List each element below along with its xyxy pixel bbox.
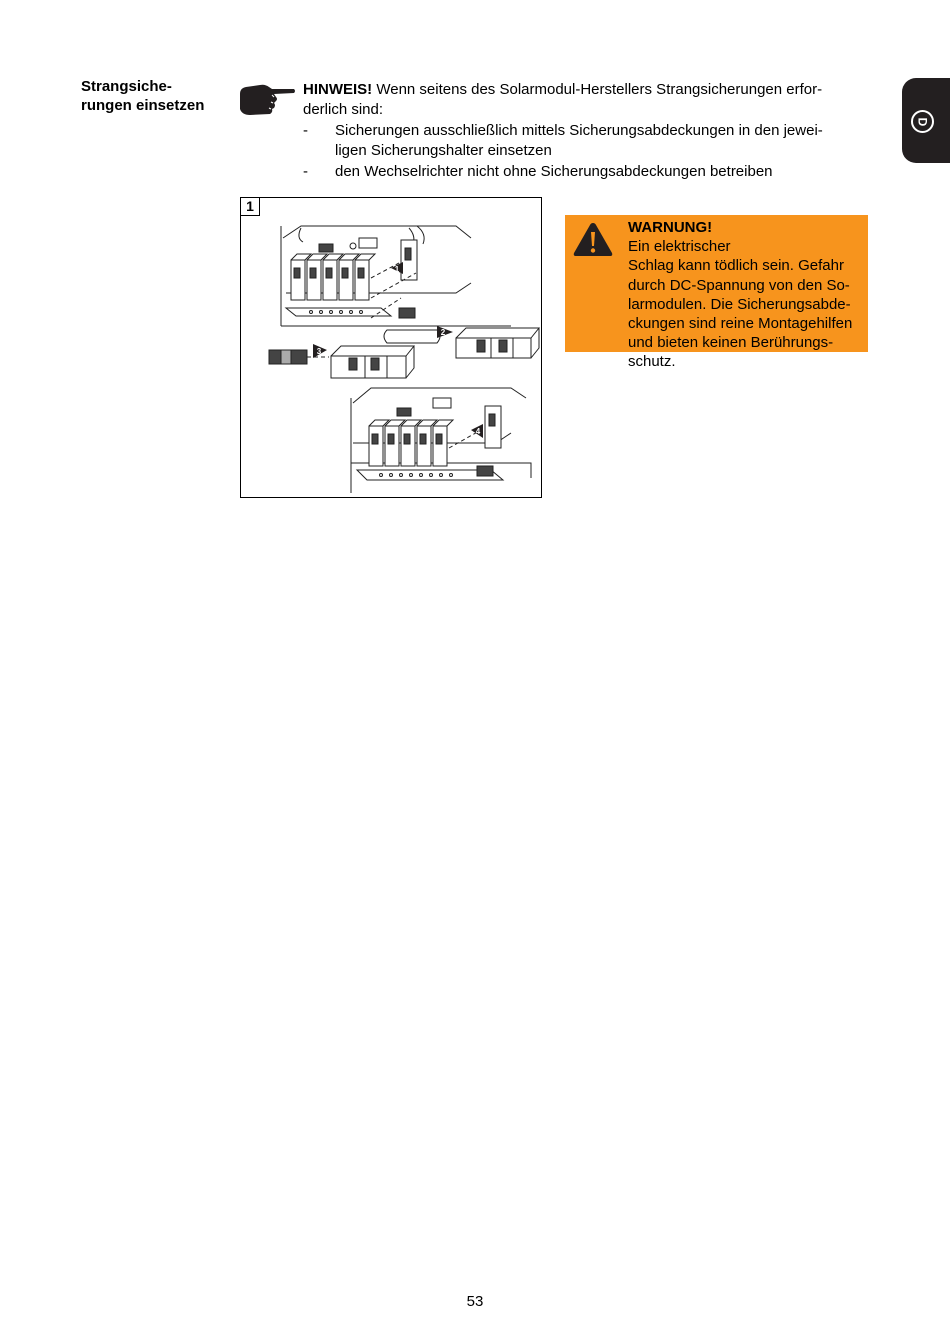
figure-number: 1 [241,198,260,216]
section-heading-line-2: rungen einsetzen [81,97,205,114]
warning-line-1-text: Ein elektrischer [628,238,731,256]
bullet-text: ligen Sicherungshalter einsetzen [335,141,552,159]
step-label: 2 [440,328,446,337]
step-label: 4 [475,427,481,436]
step-label: 1 [394,265,400,274]
bullet-text: den Wechselrichter nicht ohne Sicherungsabdeckungen betreiben [335,163,773,180]
bullet-text: Sicherungen ausschließlich mittels Sicherungsabdeckungen in den jewei- [335,122,823,139]
warning-line: larmodulen. Die Sicherungsabde- [628,295,851,313]
warning-line: ckungen sind reine Montagehilfen [628,315,853,333]
bullet-dash: - [303,122,308,139]
warning-line: Schlag kann tödlich sein. Gefahr [628,257,844,275]
page-number: 53 [466,1293,484,1310]
step-label: 3 [316,347,322,356]
notice-line-1 [303,80,863,100]
warning-box [565,215,868,371]
notice-line-1-text: Wenn seitens des Solarmodul-Herstellers Strangsicherungen erfor- [372,81,823,98]
notice-block [303,80,863,182]
notice-line-2: derlich sind: [303,100,384,118]
language-tab-letter: D [915,117,930,126]
warning-triangle-icon [573,221,613,257]
warning-line: und bieten keinen Berührungs- [628,334,834,352]
language-tab [902,78,950,163]
section-heading-line-1: Strangsiche- [81,78,172,95]
notice-bullet [303,121,863,160]
warning-line: schutz. [628,353,676,371]
language-tab-circle [911,110,934,133]
notice-label: HINWEIS! [303,81,373,98]
warning-line-1 [628,218,868,256]
warning-text [628,218,868,372]
step-marker [471,424,483,438]
warning-label: WARNUNG! [628,219,713,236]
warning-line: durch DC-Spannung von den So- [628,276,850,294]
step-marker [437,326,453,338]
section-heading [81,77,231,115]
figure-illustration [240,197,542,498]
pointing-hand-icon [238,83,296,117]
fuse-installation-drawing [241,198,541,497]
notice-bullet [303,162,863,182]
step-marker [313,344,327,358]
bullet-dash: - [303,163,308,180]
